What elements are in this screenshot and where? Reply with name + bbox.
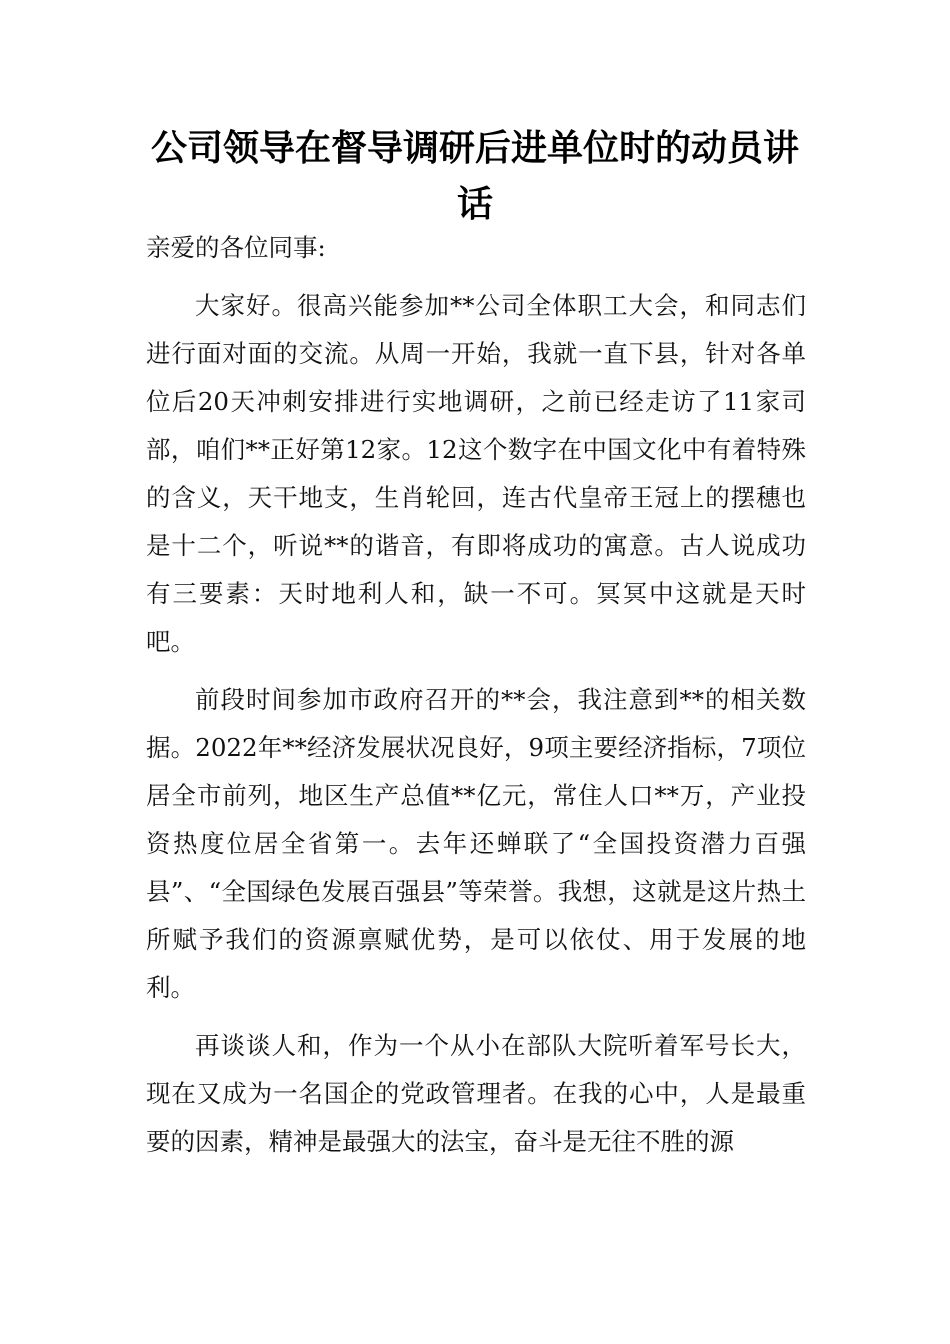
document-body xyxy=(146,224,806,1176)
paragraph-1: 大家好。很高兴能参加**公司全体职工大会，和同志们进行面对面的交流。从周一开始，我就一直下县，针对各单位后20天冲刺安排进行实地调研，之前已经走访了11家司部，咱们**正好第12家。12这个数字在中国文化中有着特殊的含义，天干地支，生肖轮回，连古代皇帝王冠上的摆穗也是十二个，听说**的谐音，有即将成功的寓意。古人说成功有三要素：天时地利人和，缺一不可。冥冥中这就是天时吧。 xyxy=(146,291,806,656)
salutation: 亲爱的各位同事: xyxy=(146,233,326,262)
paragraph-3: 再谈谈人和，作为一个从小在部队大院听着军号长大，现在又成为一名国企的党政管理者。在我的心中，人是最重要的因素，精神是最强大的法宝，奋斗是无往不胜的源 xyxy=(146,1031,806,1156)
paragraph-2: 前段时间参加市政府召开的**会，我注意到**的相关数据。2022年**经济发展状况良好，9项主要经济指标，7项位居全市前列，地区生产总值**亿元，常住人口**万，产业投资热度位居全省第一。去年还蝉联了“全国投资潜力百强县”、“全国绿色发展百强县”等荣誉。我想，这就是这片热土所赋予我们的资源禀赋优势，是可以依仗、用于发展的地利。 xyxy=(146,685,806,1002)
document-title: 公司领导在督导调研后进单位时的动员讲话 xyxy=(150,127,799,225)
